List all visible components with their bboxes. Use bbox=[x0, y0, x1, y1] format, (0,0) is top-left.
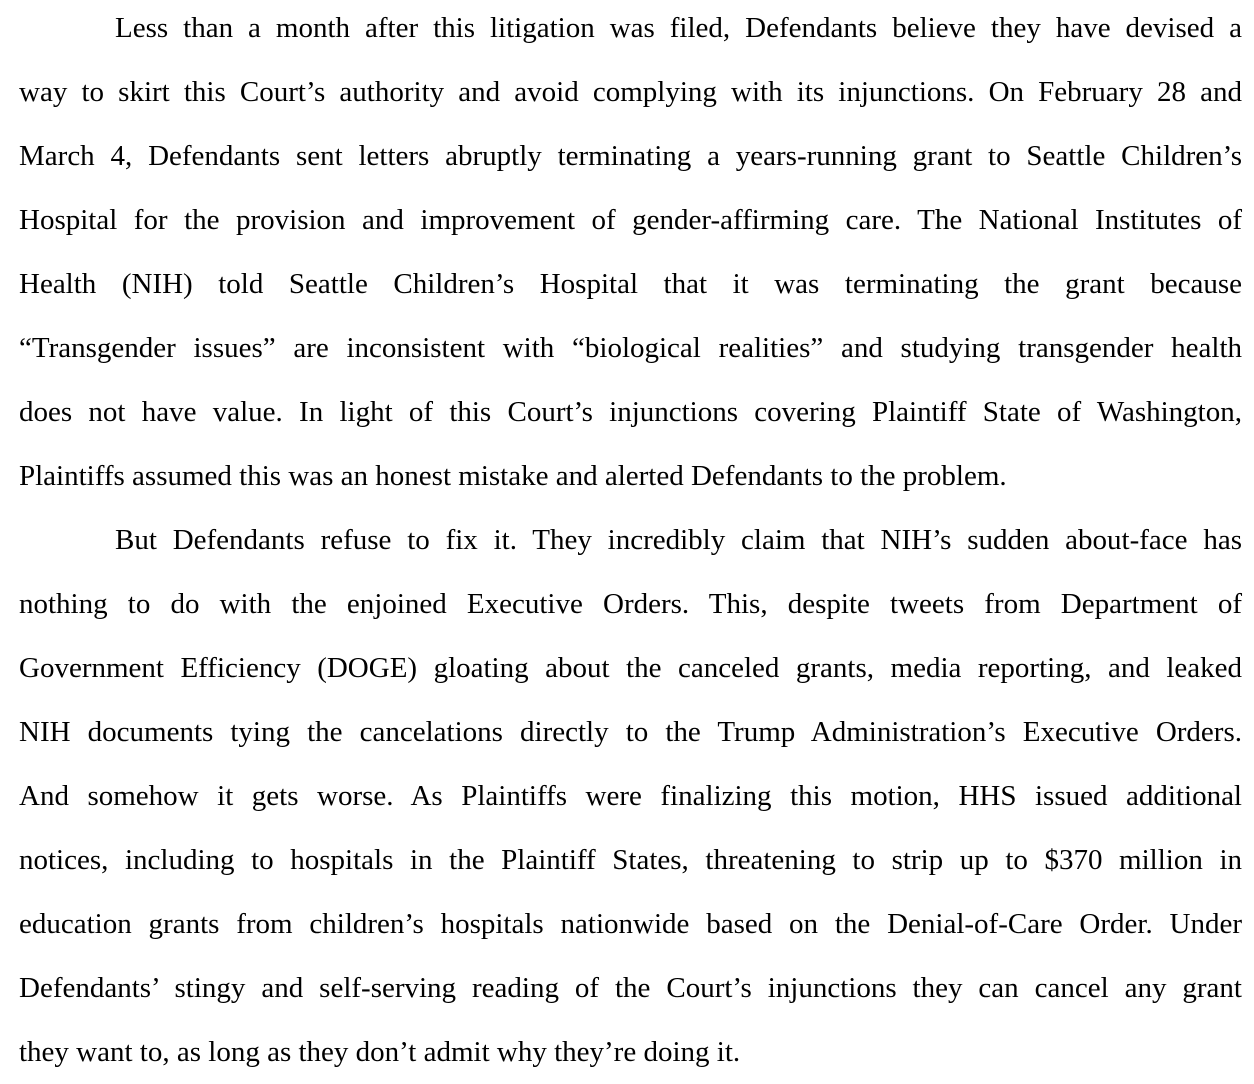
paragraph-1-line-7: does not have value. In light of this Court’s injunctions covering Plaintiff State of Washington, bbox=[19, 396, 1242, 428]
paragraph-2-line-1: But Defendants refuse to fix it. They incredibly claim that NIH’s sudden about-face has bbox=[115, 524, 1242, 556]
paragraph-2-line-8: Defendants’ stingy and self-serving reading of the Court’s injunctions they can cancel any grant bbox=[19, 972, 1242, 1004]
paragraph-1-line-4: Hospital for the provision and improvement of gender-affirming care. The National Institutes of bbox=[19, 204, 1242, 236]
paragraph-2-line-5: And somehow it gets worse. As Plaintiffs were finalizing this motion, HHS issued additional bbox=[19, 780, 1242, 812]
paragraph-2-line-7: education grants from children’s hospitals nationwide based on the Denial-of-Care Order. Under bbox=[19, 908, 1242, 940]
paragraph-1-line-8: Plaintiffs assumed this was an honest mistake and alerted Defendants to the problem. bbox=[19, 460, 1007, 492]
paragraph-2-line-4: NIH documents tying the cancelations directly to the Trump Administration’s Executive Orders. bbox=[19, 716, 1242, 748]
paragraph-2-line-3: Government Efficiency (DOGE) gloating about the canceled grants, media reporting, and leaked bbox=[19, 652, 1242, 684]
paragraph-1-line-5: Health (NIH) told Seattle Children’s Hospital that it was terminating the grant because bbox=[19, 268, 1242, 300]
paragraph-1-line-1: Less than a month after this litigation was filed, Defendants believe they have devised a bbox=[115, 12, 1242, 44]
paragraph-1-line-3: March 4, Defendants sent letters abruptly terminating a years-running grant to Seattle Children’s bbox=[19, 140, 1242, 172]
paragraph-2-line-2: nothing to do with the enjoined Executive Orders. This, despite tweets from Department of bbox=[19, 588, 1242, 620]
paragraph-1-line-6: “Transgender issues” are inconsistent with “biological realities” and studying transgender health bbox=[19, 332, 1242, 364]
paragraph-1-line-2: way to skirt this Court’s authority and avoid complying with its injunctions. On February 28 and bbox=[19, 76, 1242, 108]
paragraph-2-line-6: notices, including to hospitals in the Plaintiff States, threatening to strip up to $370 million in bbox=[19, 844, 1242, 876]
paragraph-2-line-9: they want to, as long as they don’t admit why they’re doing it. bbox=[19, 1036, 741, 1068]
